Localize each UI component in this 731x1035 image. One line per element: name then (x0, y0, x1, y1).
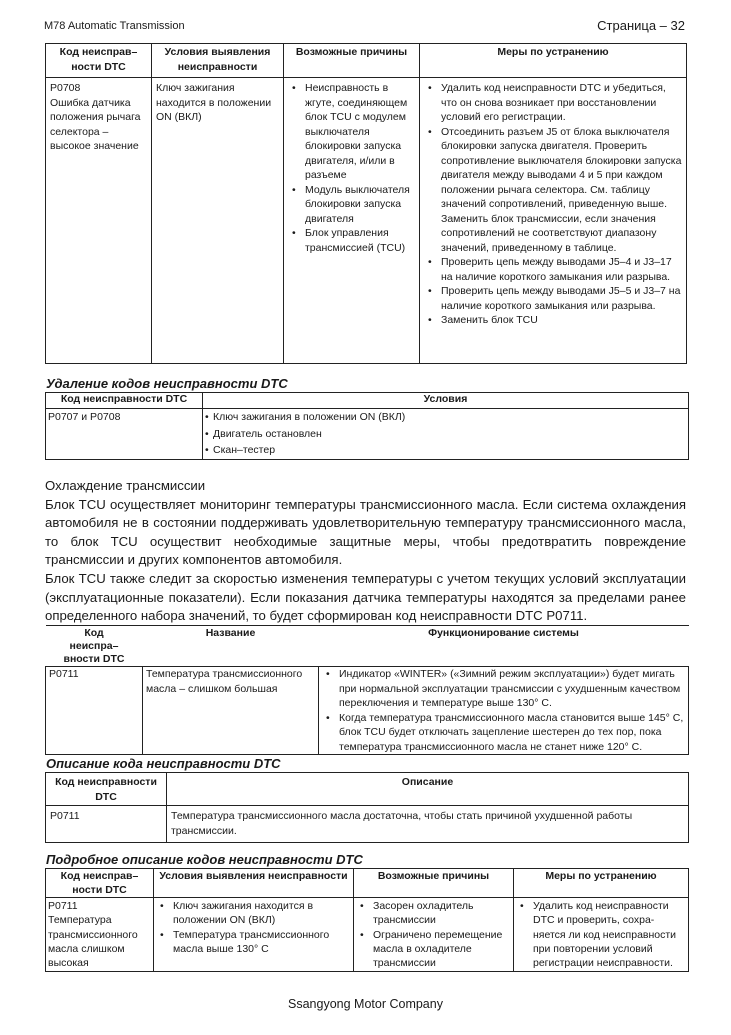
column-header-function: Функционирование системы (319, 626, 689, 667)
dtc-description-table (45, 772, 689, 843)
cause-item: • Ограничено перемещение масла в охладителе трансмиссии (356, 928, 511, 971)
remedies-cell (514, 898, 689, 972)
remedy-item: • Проверить цепь между выводами J5–4 и J3–17 на наличие короткого замыкания или разрыва. (424, 255, 682, 284)
condition-item: • Скан–тестер (205, 442, 686, 459)
causes-cell (284, 78, 420, 364)
column-header-code: Код неисправности DTC (46, 393, 203, 409)
conditions-cell (154, 898, 354, 972)
dtc-code: P0711 (48, 900, 78, 912)
condition-item: • Температура трансмиссионного масла выше 130° C (156, 928, 351, 957)
table-row (46, 78, 687, 364)
cause-item: • Неисправность в жгуте, соединяющем блок TCU с модулем выключателя блокировки запуска двигателя, и/или в разъеме (288, 81, 415, 183)
dtc-code-cell (46, 78, 152, 364)
column-header-code: Код неисправ– ности DTC (46, 869, 154, 898)
remedy-item: • Проверить цепь между выводами J5–5 и J3–7 на наличие короткого замыкания или разрыва. (424, 284, 682, 313)
dtc-code-description: Ошибка датчика положения рычага селектора – высокое значение (50, 96, 141, 152)
footer-company: Ssangyong Motor Company (288, 997, 443, 1011)
section-title-dtc-description: Описание кода неисправности DTC (46, 756, 281, 771)
condition-item: • Ключ зажигания в положении ON (ВКЛ) (205, 409, 686, 426)
table-header-row (46, 44, 687, 78)
column-header-code: Код неисправности DTC (46, 773, 167, 806)
dtc-code: P0711 (46, 806, 167, 843)
table-header-row (46, 773, 689, 806)
column-header-name: Название (143, 626, 319, 667)
column-header-remedies: Меры по устранению (420, 44, 687, 78)
table-row (46, 806, 689, 843)
table-row (46, 409, 689, 460)
column-header-code: Код неисправ– ности DTC (46, 44, 152, 78)
dtc-code-cell (46, 898, 154, 972)
column-header-causes: Возможные причины (284, 44, 420, 78)
causes-cell (354, 898, 514, 972)
column-header-conditions: Условия выявления неисправности (154, 869, 354, 898)
conditions-cell: Ключ зажигания находится в положении ON (ВКЛ) (152, 78, 284, 364)
column-header-causes: Возможные причины (354, 869, 514, 898)
remedy-item: • Удалить код неисправности DTC и убедиться, что он снова возникает при восстановлении условий его регистрации. (424, 81, 682, 125)
cause-item: • Засорен охладитель трансмиссии (356, 899, 511, 928)
condition-item: • Двигатель остановлен (205, 426, 686, 443)
column-header-description: Описание (167, 773, 689, 806)
function-item: • Индикатор «WINTER» («Зимний режим эксплуатации») будет мигать при нормальной эксплуатации трансмиссии с ухудшенным качеством переключения и температуре выше 130° C. (322, 667, 685, 711)
cause-item: • Модуль выключателя блокировки запуска двигателя (288, 183, 415, 227)
cooling-section (45, 477, 686, 626)
dtc-name: Температура трансмиссионного масла – слишком большая (143, 667, 319, 755)
table-header-row (46, 626, 689, 667)
dtc-code: P0708 (50, 82, 81, 94)
column-header-conditions: Условия выявления неисправности (152, 44, 284, 78)
clear-dtc-table (45, 392, 689, 460)
conditions-cell (203, 409, 689, 460)
cooling-paragraph-1: Блок TCU осуществляет мониторинг температуры трансмиссионного масла. Если система охлаждения автомобиля не в состоянии поддерживать удовлетворительную температуру трансмиссионного масла, то блок TCU осуществит необходимые защитные меры, чтобы предотвратить повреждение трансмиссии и других компонентов автомобиля. (45, 496, 686, 568)
table-row (46, 667, 689, 755)
column-header-remedies: Меры по устранению (514, 869, 689, 898)
dtc-code: P0711 (46, 667, 143, 755)
dtc-detail-table (45, 868, 689, 972)
remedy-item: • Заменить блок TCU (424, 313, 682, 328)
dtc-code: P0707 и P0708 (46, 409, 203, 460)
cooling-title: Охлаждение трансмиссии (45, 478, 206, 493)
remedy-item: • Удалить код неисправности DTC и проверить, сохра- няется ли код неисправности при повторении условий регистрации неисправности. (516, 899, 686, 970)
column-header-code (46, 626, 143, 667)
function-item: • Когда температура трансмиссионного масла становится выше 145° C, блок TCU будет отключать зацепление шестерен до тех пор, пока температура трансмиссионного масла не станет ниже 120° C. (322, 711, 685, 755)
dtc-code-description: Температура трансмиссионного масла слишком высокая (48, 914, 138, 970)
section-title-clear-dtc: Удаление кодов неисправности DTC (46, 376, 288, 391)
page-number: Страница – 32 (597, 18, 685, 33)
dtc-p0711-function-table (45, 625, 689, 755)
column-header-conditions: Условия (203, 393, 689, 409)
document-title: M78 Automatic Transmission (44, 20, 185, 32)
dtc-description: Температура трансмиссионного масла достаточна, чтобы стать причиной ухудшенной работы трансмиссии. (167, 806, 689, 843)
cooling-paragraph-2: Блок TCU также следит за скоростью изменения температуры с учетом текущих условий эксплуатации (эксплуатационные показатели). Если показания датчика температуры находятся за пределами ранее определенного набора значений, то будет сформирован код неисправности DTC P0711. (45, 570, 686, 624)
function-cell (319, 667, 689, 755)
condition-item: • Ключ зажигания находится в положении ON (ВКЛ) (156, 899, 351, 928)
column-header-code-text: Код неиспра– вности DTC (63, 627, 125, 665)
table-row (46, 898, 689, 972)
remedy-item: • Отсоединить разъем J5 от блока выключателя блокировки запуска двигателя. Проверить сопротивление выключателя блокировки запуска двигателя между выводами 4 и 5 при каждом положении рычага селектора. См. таблицу значений сопротивлений, приведенную выше. Заменить блок трансмиссии, если значения сопротивлений не соответствуют диапазону значений, приведенному в таблице. (424, 125, 682, 256)
remedies-cell (420, 78, 687, 364)
table-header-row (46, 393, 689, 409)
table-header-row (46, 869, 689, 898)
cause-item: • Блок управления трансмиссией (TCU) (288, 226, 415, 255)
section-title-dtc-detail: Подробное описание кодов неисправности DTC (46, 852, 363, 867)
dtc-p0708-table (45, 43, 687, 364)
